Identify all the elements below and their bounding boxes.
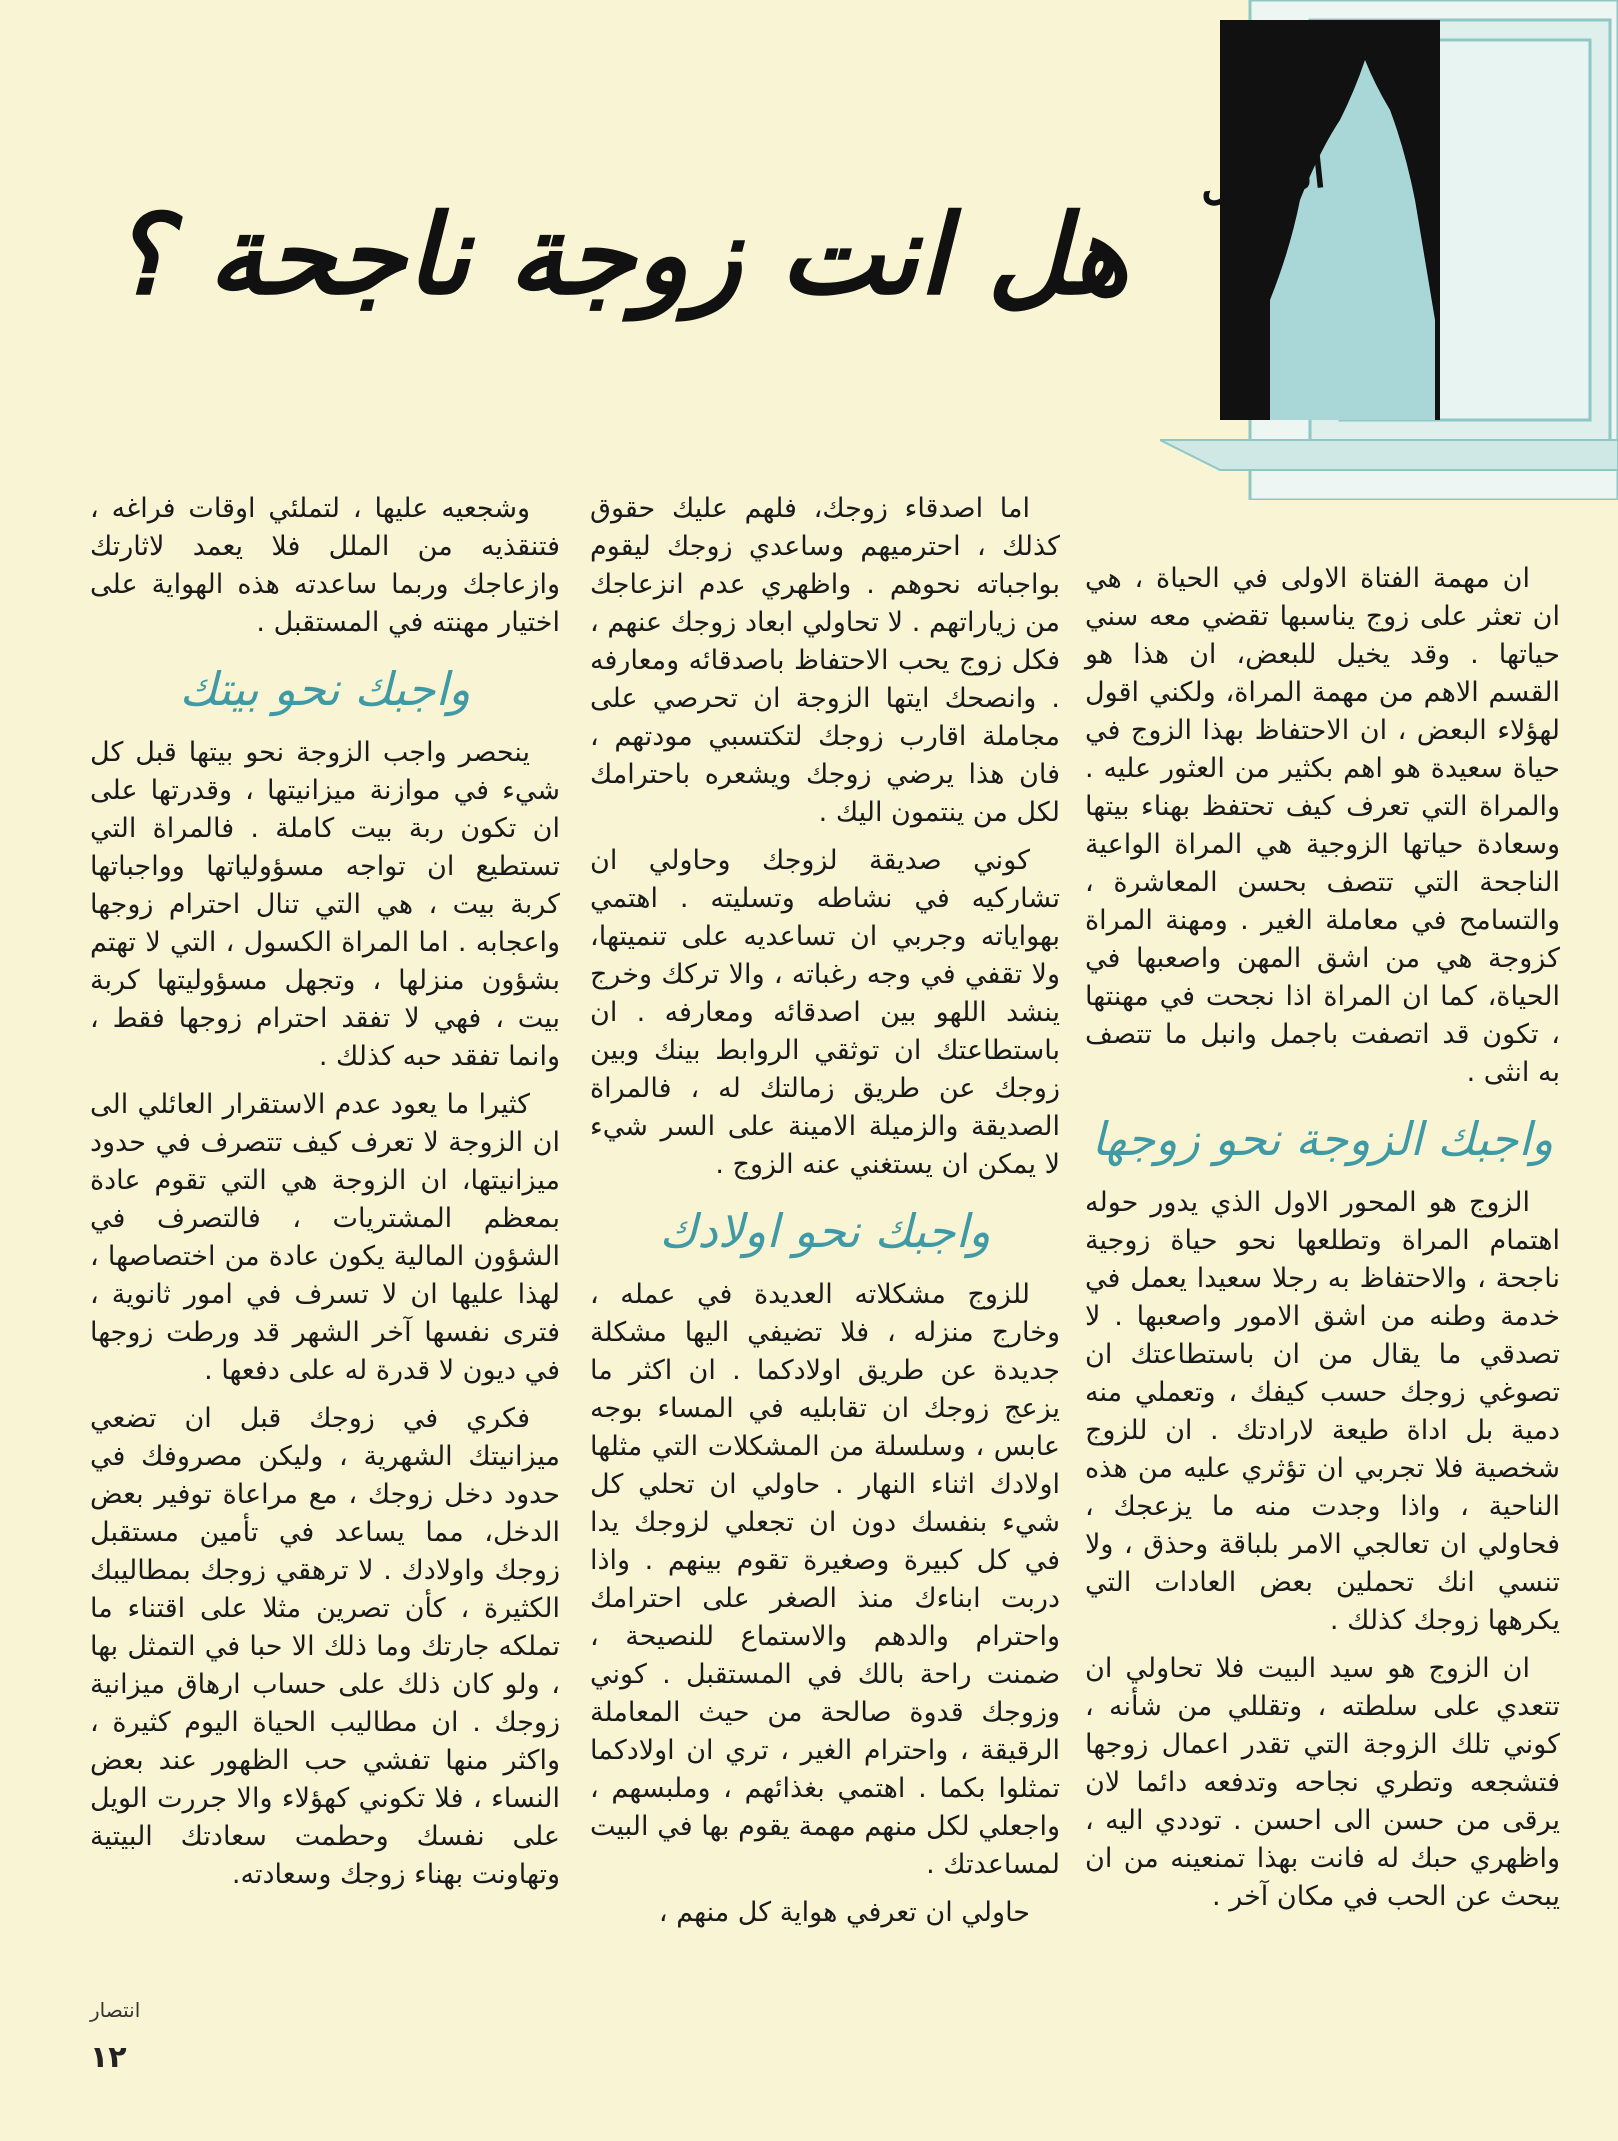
paragraph: الزوج هو المحور الاول الذي يدور حوله اهتمام المراة وتطلعها نحو حياة زوجية ناجحة ، والاحتفاظ به رجلا سعيدا يعمل في خدمة وطنه من اشق الامور واصعبها . لا تصدقي ما يقال من ان باستطاعتك ان تصوغي زوجك حسب كيفك ، وتعملي منه دمية بل اداة طيعة لارادتك . ان للزوج شخصية فلا تجربي ان تؤثري عليه من هذه الناحية ، واذا وجدت منه ما يزعجك ، فحاولي ان تعالجي الامر بلباقة وحذق ، ولا تنسي انك تحملين بعض العادات التي يكرهها زوجك كذلك . <box>1085 1187 1560 1636</box>
section-heading: واجبك الزوجة نحو زوجها <box>1091 1112 1554 1166</box>
paragraph: ان مهمة الفتاة الاولى في الحياة ، هي ان تعثر على زوج يناسبها تقضي معه سني حياتها . وقد يخيل للبعض، ان هذا هو القسم الاهم من مهمة المراة، ولكني اقول لهؤلاء البعض ، ان الاحتفاظ بهذا الزوج في حياة سعيدة هو اهم بكثير من العثور عليه . والمراة التي تعرف كيف تحتفظ بهناء بيتها وسعادة حياتها الزوجية هي المراة الواعية الناجحة التي تتصف بحسن المعاشرة ، والتسامح في معاملة الغير . ومهنة المراة كزوجة هي من اشق المهن واصعبها في الحياة، كما ان المراة اذا نجحت في مهنتها ، تكون قد اتصفت باجمل وانبل ما تتصف به انثى . <box>1085 563 1560 1088</box>
paragraph: ان الزوج هو سيد البيت فلا تحاولي ان تتعدي على سلطته ، وتقللي من شأنه ، كوني تلك الزوجة التي تقدر اعمال زوجها فتشجعه وتطري نجاحه وتدفعه دائما لان يرقى من حسن الى احسن . توددي اليه ، واظهري حبك له فانت بهذا تمنعينه من ان يبحث عن الحب في مكان آخر . <box>1085 1653 1560 1912</box>
section-heading: واجبك نحو بيتك <box>179 662 471 716</box>
page-number: ١٢ <box>90 2040 127 2075</box>
window-sill <box>1160 440 1618 470</box>
paragraph: كوني صديقة لزوجك وحاولي ان تشاركيه في نشاطه وتسليته . اهتمي بهواياته وجربي ان تساعديه على تنميتها، ولا تقفي في وجه رغباته ، والا تركك وخرج ينشد اللهو بين اصدقائه ومعارفه . ان باستطاعتك ان توثقي الروابط بينك وبين زوجك عن طريق زمالتك له ، فالمراة الصديقة والزميلة الامينة على السر شيء لا يمكن ان يستغني عنه الزوج . <box>590 845 1060 1180</box>
paragraph: كثيرا ما يعود عدم الاستقرار العائلي الى ان الزوجة لا تعرف كيف تتصرف في حدود ميزانيتها، ان الزوجة هي التي تقوم عادة بمعظم المشتريات ، فالتصرف في الشؤون المالية يكون عادة من اختصاصها ، لهذا عليها ان لا تسرف في امور ثانوية ، فترى نفسها آخر الشهر قد ورطت زوجها في ديون لا قدرة له على دفعها . <box>90 1089 560 1386</box>
paragraph: حاولي ان تعرفي هواية كل منهم ، <box>658 1897 1030 1928</box>
page-title: هل انت زوجة ناجحة ؟ <box>111 190 1129 319</box>
article-column-right <box>1085 560 1560 1926</box>
article-column-middle <box>590 490 1060 1942</box>
paragraph: وشجعيه عليها ، لتملئي اوقات فراغه ، فتنقذيه من الملل فلا يعمد لاثارتك وازعاجك وربما ساعدته هذه الهواية على اختيار مهنته في المستقبل . <box>90 493 560 638</box>
article-column-left <box>90 490 560 1904</box>
paragraph: اما اصدقاء زوجك، فلهم عليك حقوق كذلك ، احترميهم وساعدي زوجك ليقوم بواجباته نحوهم . واظهري عدم انزعاجك من زياراتهم . لا تحاولي ابعاد زوجك عنهم ، فكل زوج يحب الاحتفاظ باصدقائه ومعارفه . وانصحك ايتها الزوجة ان تحرصي على مجاملة اقارب زوجك لتكتسبي مودتهم ، فان هذا يرضي زوجك ويشعره باحترامك لكل من ينتمون اليك . <box>590 493 1060 828</box>
section-heading: واجبك نحو اولادك <box>659 1204 991 1258</box>
author-signature: انتصار <box>90 1998 141 2022</box>
paragraph: فكري في زوجك قبل ان تضعي ميزانيتك الشهرية ، وليكن مصروفك في حدود دخل زوجك ، مع مراعاة توفير بعض الدخل، مما يساعد في تأمين مستقبل زوجك واولادك . لا ترهقي زوجك بمطاليبك الكثيرة ، كأن تصرين مثلا على اقتناء ما تملكه جارتك وما ذلك الا حبا في التمثل بها ، ولو كان ذلك على حساب ارهاق ميزانية زوجك . ان مطاليب الحياة اليوم كثيرة ، واكثر منها تفشي حب الظهور عند بعض النساء ، فلا تكوني كهؤلاء والا جررت الويل على نفسك وحطمت سعادتك البيتية وتهاونت بهناء زوجك وسعادته. <box>90 1403 560 1890</box>
paragraph: ينحصر واجب الزوجة نحو بيتها قبل كل شيء في موازنة ميزانيتها ، وقدرتها على ان تكون ربة بيت كاملة . فالمراة التي تستطيع ان تواجه مسؤولياتها وواجباتها كربة بيت ، هي التي تنال احترام زوجها واعجابه . اما المراة الكسول ، التي لا تهتم بشؤون منزلها ، وتجهل مسؤوليتها كربة بيت ، فهي لا تفقد احترام زوجها فقط ، وانما تفقد حبه كذلك . <box>90 737 560 1072</box>
paragraph: للزوج مشكلاته العديدة في عمله ، وخارج منزله ، فلا تضيفي اليها مشكلة جديدة عن طريق اولادكما . ان اكثر ما يزعج زوجك ان تقابليه في المساء بوجه عابس ، وسلسلة من المشكلات التي مثلها اولادك اثناء النهار . حاولي ان تحلي كل شيء بنفسك دون ان تجعلي لزوجك يدا في كل كبيرة وصغيرة تقوم بينهم . واذا دربت ابناءك منذ الصغر على احترامك واحترام والدهم والاستماع للنصيحة ، ضمنت راحة بالك في المستقبل . كوني وزوجك قدوة صالحة من حيث المعاملة الرقيقة ، واحترام الغير ، تري ان اولادكما تمثلوا بكما . اهتمي بغذائهم ، وملبسهم ، واجعلي لكل منهم مهمة يقوم بها في البيت لمساعدتك . <box>590 1279 1060 1880</box>
window-illustration <box>1160 0 1618 500</box>
section-tag: ركن المنزل <box>1196 88 1328 211</box>
